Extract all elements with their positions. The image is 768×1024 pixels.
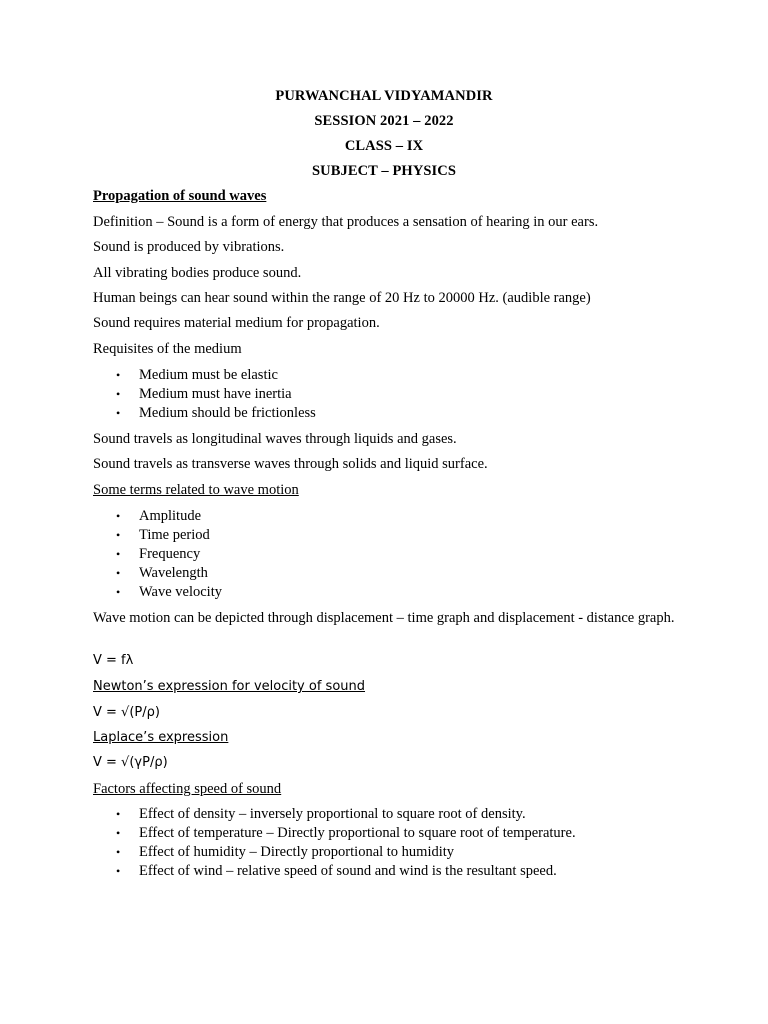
wave-terms-list <box>0 507 222 602</box>
list-item: • Medium should be frictionless <box>116 405 316 421</box>
list-item: • Effect of density – inversely proportional to square root of density. <box>116 806 526 822</box>
school-name: PURWANCHAL VIDYAMANDIR <box>275 88 493 104</box>
list-item: • Effect of temperature – Directly proportional to square root of temperature. <box>116 825 576 841</box>
formula-wave-velocity: V = fλ <box>93 653 134 668</box>
list-item: • Wavelength <box>116 565 208 581</box>
requisites-label: Requisites of the medium <box>93 341 242 357</box>
list-item: • Time period <box>116 527 210 543</box>
session-line: SESSION 2021 – 2022 <box>314 113 454 129</box>
text-line: Sound travels as longitudinal waves through liquids and gases. <box>93 431 457 447</box>
list-item: • Medium must be elastic <box>116 367 278 383</box>
list-item: • Wave velocity <box>116 584 222 600</box>
text-line: Sound travels as transverse waves through solids and liquid surface. <box>93 456 488 472</box>
text-line: Sound is produced by vibrations. <box>93 239 285 255</box>
section-heading-factors: Factors affecting speed of sound <box>93 781 282 797</box>
subject-line: SUBJECT – PHYSICS <box>311 163 457 179</box>
bullet-icon: • <box>116 387 121 401</box>
bullet-icon: • <box>116 566 121 580</box>
graph-description: Wave motion can be depicted through displacement – time graph and displacement - distance graph. <box>93 610 675 626</box>
factors-list <box>0 805 576 881</box>
bullet-icon: • <box>116 406 121 420</box>
list-item: • Effect of humidity – Directly proportional to humidity <box>116 844 455 860</box>
bullet-icon: • <box>116 826 121 840</box>
formula-newton: V = √(P/ρ) <box>93 705 160 720</box>
list-item: • Frequency <box>116 546 201 562</box>
section-heading-wave-terms: Some terms related to wave motion <box>93 482 299 498</box>
bullet-icon: • <box>116 807 121 821</box>
bullet-icon: • <box>116 509 121 523</box>
text-line: All vibrating bodies produce sound. <box>93 265 302 281</box>
bullet-icon: • <box>116 368 121 382</box>
definition-text: Definition – Sound is a form of energy that produces a sensation of hearing in our ears. <box>93 214 599 230</box>
class-line: CLASS – IX <box>344 138 424 154</box>
requisites-list <box>0 366 316 423</box>
section-heading-newton: Newton’s expression for velocity of sound <box>93 679 366 694</box>
list-item: • Amplitude <box>116 508 202 524</box>
bullet-icon: • <box>116 547 121 561</box>
list-item: • Medium must have inertia <box>116 386 292 402</box>
text-line: Sound requires material medium for propagation. <box>93 315 380 331</box>
bullet-icon: • <box>116 864 121 878</box>
text-line: Human beings can hear sound within the range of 20 Hz to 20000 Hz. (audible range) <box>93 290 591 306</box>
formula-laplace: V = √(γP/ρ) <box>93 755 168 770</box>
bullet-icon: • <box>116 528 121 542</box>
section-heading-laplace: Laplace’s expression <box>93 730 229 745</box>
bullet-icon: • <box>116 585 121 599</box>
list-item: • Effect of wind – relative speed of sound and wind is the resultant speed. <box>116 863 557 879</box>
bullet-icon: • <box>116 845 121 859</box>
section-heading-propagation: Propagation of sound waves <box>93 188 267 204</box>
